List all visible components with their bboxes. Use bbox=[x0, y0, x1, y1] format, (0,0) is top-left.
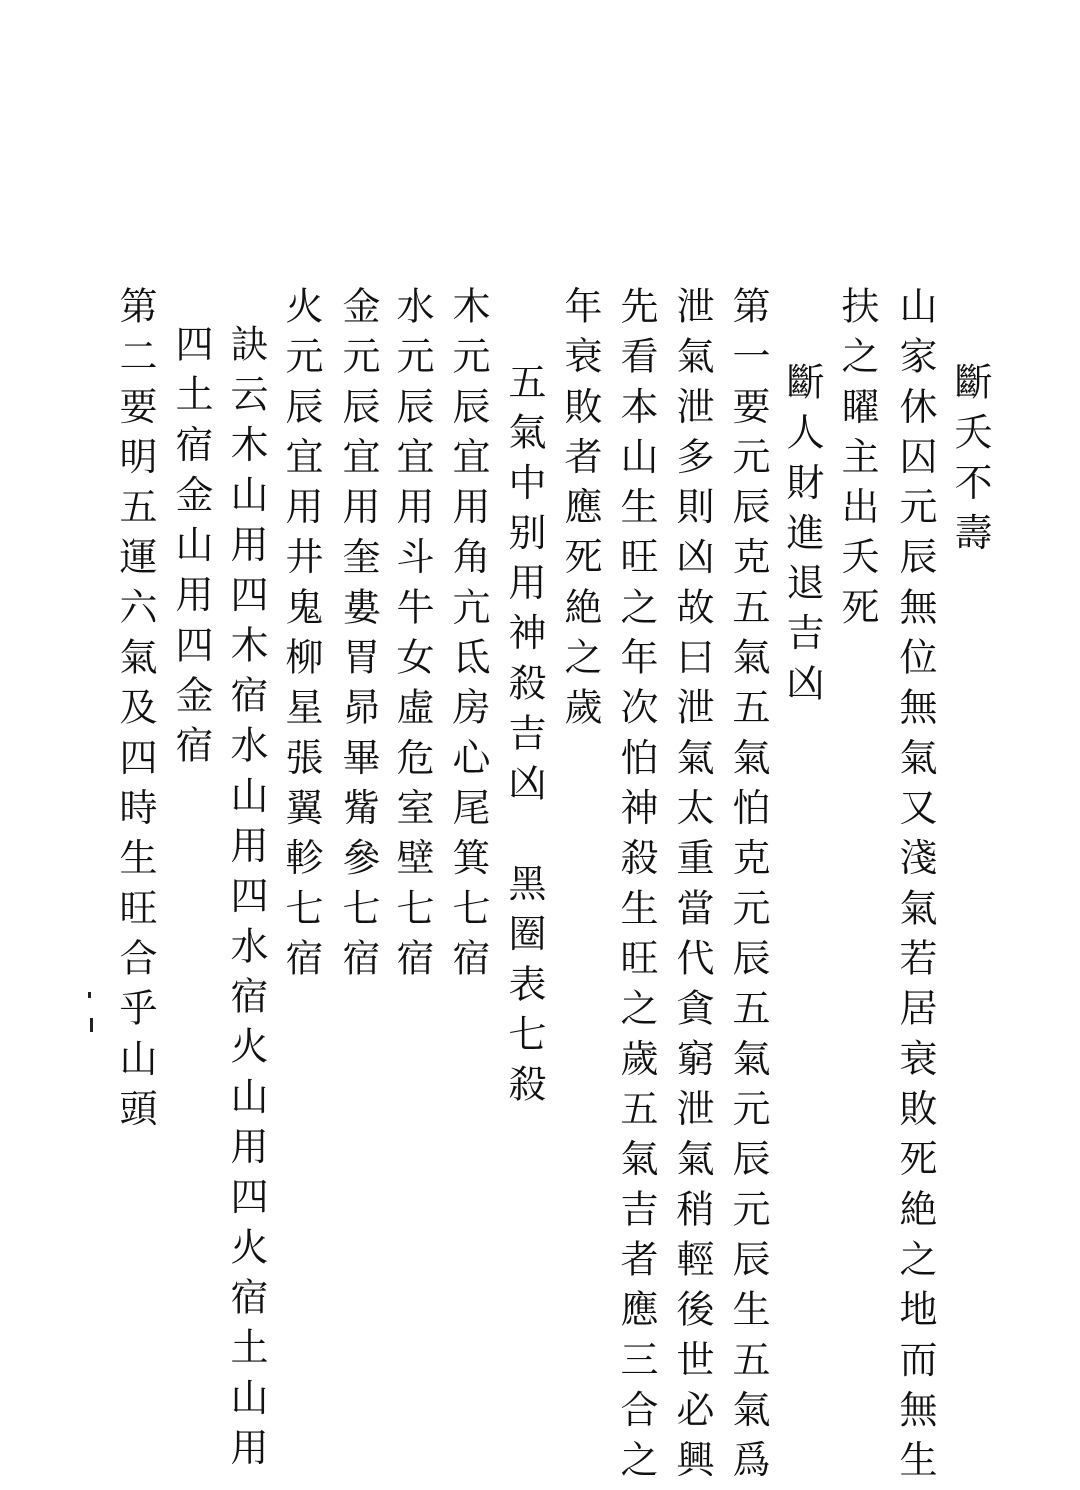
text-column-14: 訣云木山用四木宿水山用四水宿火山用四火宿土山用 bbox=[224, 324, 268, 1478]
ink-speck bbox=[88, 992, 91, 998]
text-column-15: 四土宿金山用四金宿 bbox=[169, 324, 213, 776]
text-column-13: 火元辰宜用井鬼柳星張翼軫七宿 bbox=[279, 286, 323, 989]
text-column-9: 五氣中别用神殺吉凶 黑圈表七殺 bbox=[502, 362, 546, 1115]
text-column-11: 水元辰宜用斗牛女虛危室壁七宿 bbox=[390, 286, 434, 989]
text-column-2: 山家休囚元辰無位無氣又淺氣若居衰敗死絶之地而無生 bbox=[893, 286, 937, 1490]
text-column-10: 木元辰宜用角亢氐房心尾箕七宿 bbox=[446, 286, 490, 989]
text-column-16: 第二要明五運六氣及四時生旺合乎山頭 bbox=[113, 286, 157, 1139]
text-column-7: 先看本山生旺之年次怕神殺生旺之歲五氣吉者應三合之 bbox=[614, 286, 658, 1490]
text-column-5: 第一要元辰克五氣五氣怕克元辰五氣元辰元辰生五氣爲 bbox=[726, 286, 770, 1490]
text-column-4: 斷人財進退吉凶 bbox=[780, 362, 824, 714]
text-column-1: 斷夭不壽 bbox=[948, 362, 992, 563]
ink-speck bbox=[90, 1018, 93, 1032]
text-column-6: 泄氣泄多則凶故曰泄氣太重當代貪窮泄氣稍輕後世必興 bbox=[670, 286, 714, 1490]
text-column-3: 扶之矅主出夭死 bbox=[835, 286, 879, 638]
text-column-12: 金元辰宜用奎婁胃昴畢觜參七宿 bbox=[336, 286, 380, 989]
text-column-8: 年衰敗者應死絶之歲 bbox=[558, 286, 602, 738]
